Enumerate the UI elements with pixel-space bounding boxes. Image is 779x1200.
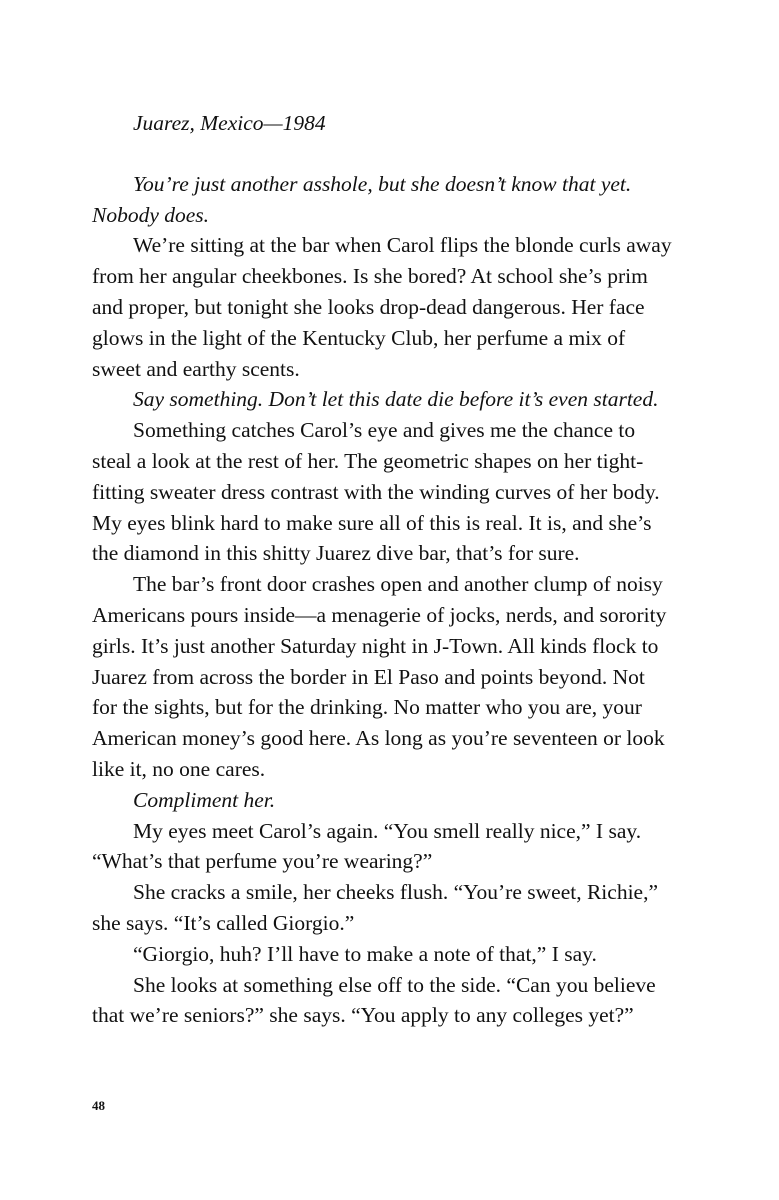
text-line: She cracks a smile, her cheeks flush. “You’re sweet, Richie,”	[133, 880, 658, 905]
text-line: We’re sitting at the bar when Carol flips the blonde curls away	[133, 233, 672, 258]
text-line: the diamond in this shitty Juarez dive bar, that’s for sure.	[92, 541, 580, 566]
paragraph	[92, 569, 674, 785]
paragraph	[92, 230, 674, 384]
page-number: 48	[92, 1098, 105, 1113]
text-line: Compliment her.	[133, 787, 276, 812]
text-line: glows in the light of the Kentucky Club, her perfume a mix of	[92, 325, 626, 350]
paragraph	[92, 939, 674, 970]
text-line: and proper, but tonight she looks drop-dead dangerous. Her face	[92, 294, 645, 319]
text-line: steal a look at the rest of her. The geometric shapes on her tight-	[92, 448, 644, 473]
text-line: You’re just another asshole, but she doesn’t know that yet.	[133, 171, 632, 196]
text-line: Something catches Carol’s eye and gives me the chance to	[133, 418, 636, 443]
paragraph	[92, 384, 674, 415]
paragraph	[92, 415, 674, 569]
text-line: Juarez from across the border in El Paso and points beyond. Not	[92, 664, 645, 689]
text-line: She looks at something else off to the side. “Can you believe	[133, 972, 656, 997]
paragraph	[92, 970, 674, 1032]
paragraph	[92, 169, 674, 231]
text-line: “Giorgio, huh? I’ll have to make a note of that,” I say.	[133, 941, 597, 966]
text-line: “What’s that perfume you’re wearing?”	[92, 849, 433, 874]
paragraphs	[92, 169, 674, 1031]
paragraph	[92, 877, 674, 939]
text-line: Nobody does.	[92, 202, 210, 227]
text-line: that we’re seniors?” she says. “You apply to any colleges yet?”	[92, 1003, 634, 1028]
text-line: girls. It’s just another Saturday night in J-Town. All kinds flock to	[92, 633, 659, 658]
text-line: Americans pours inside—a menagerie of jocks, nerds, and sorority	[92, 602, 667, 627]
text-line: American money’s good here. As long as you’re seventeen or look	[92, 726, 665, 751]
chapter-heading: Juarez, Mexico—1984	[133, 111, 326, 135]
text-line: My eyes blink hard to make sure all of this is real. It is, and she’s	[92, 510, 652, 535]
text-line: My eyes meet Carol’s again. “You smell really nice,” I say.	[133, 818, 642, 843]
text-line: Say something. Don’t let this date die before it’s even started.	[133, 387, 659, 412]
text-line: sweet and earthy scents.	[92, 356, 300, 381]
text-line: for the sights, but for the drinking. No matter who you are, your	[92, 695, 642, 720]
text-line: she says. “It’s called Giorgio.”	[92, 910, 355, 935]
text-block	[92, 108, 674, 1031]
paragraph	[92, 816, 674, 878]
text-line: fitting sweater dress contrast with the winding curves of her body.	[92, 479, 660, 504]
paragraph	[92, 785, 674, 816]
text-line: from her angular cheekbones. Is she bored? At school she’s prim	[92, 264, 648, 289]
text-line: The bar’s front door crashes open and another clump of noisy	[133, 572, 663, 597]
text-line: like it, no one cares.	[92, 756, 266, 781]
